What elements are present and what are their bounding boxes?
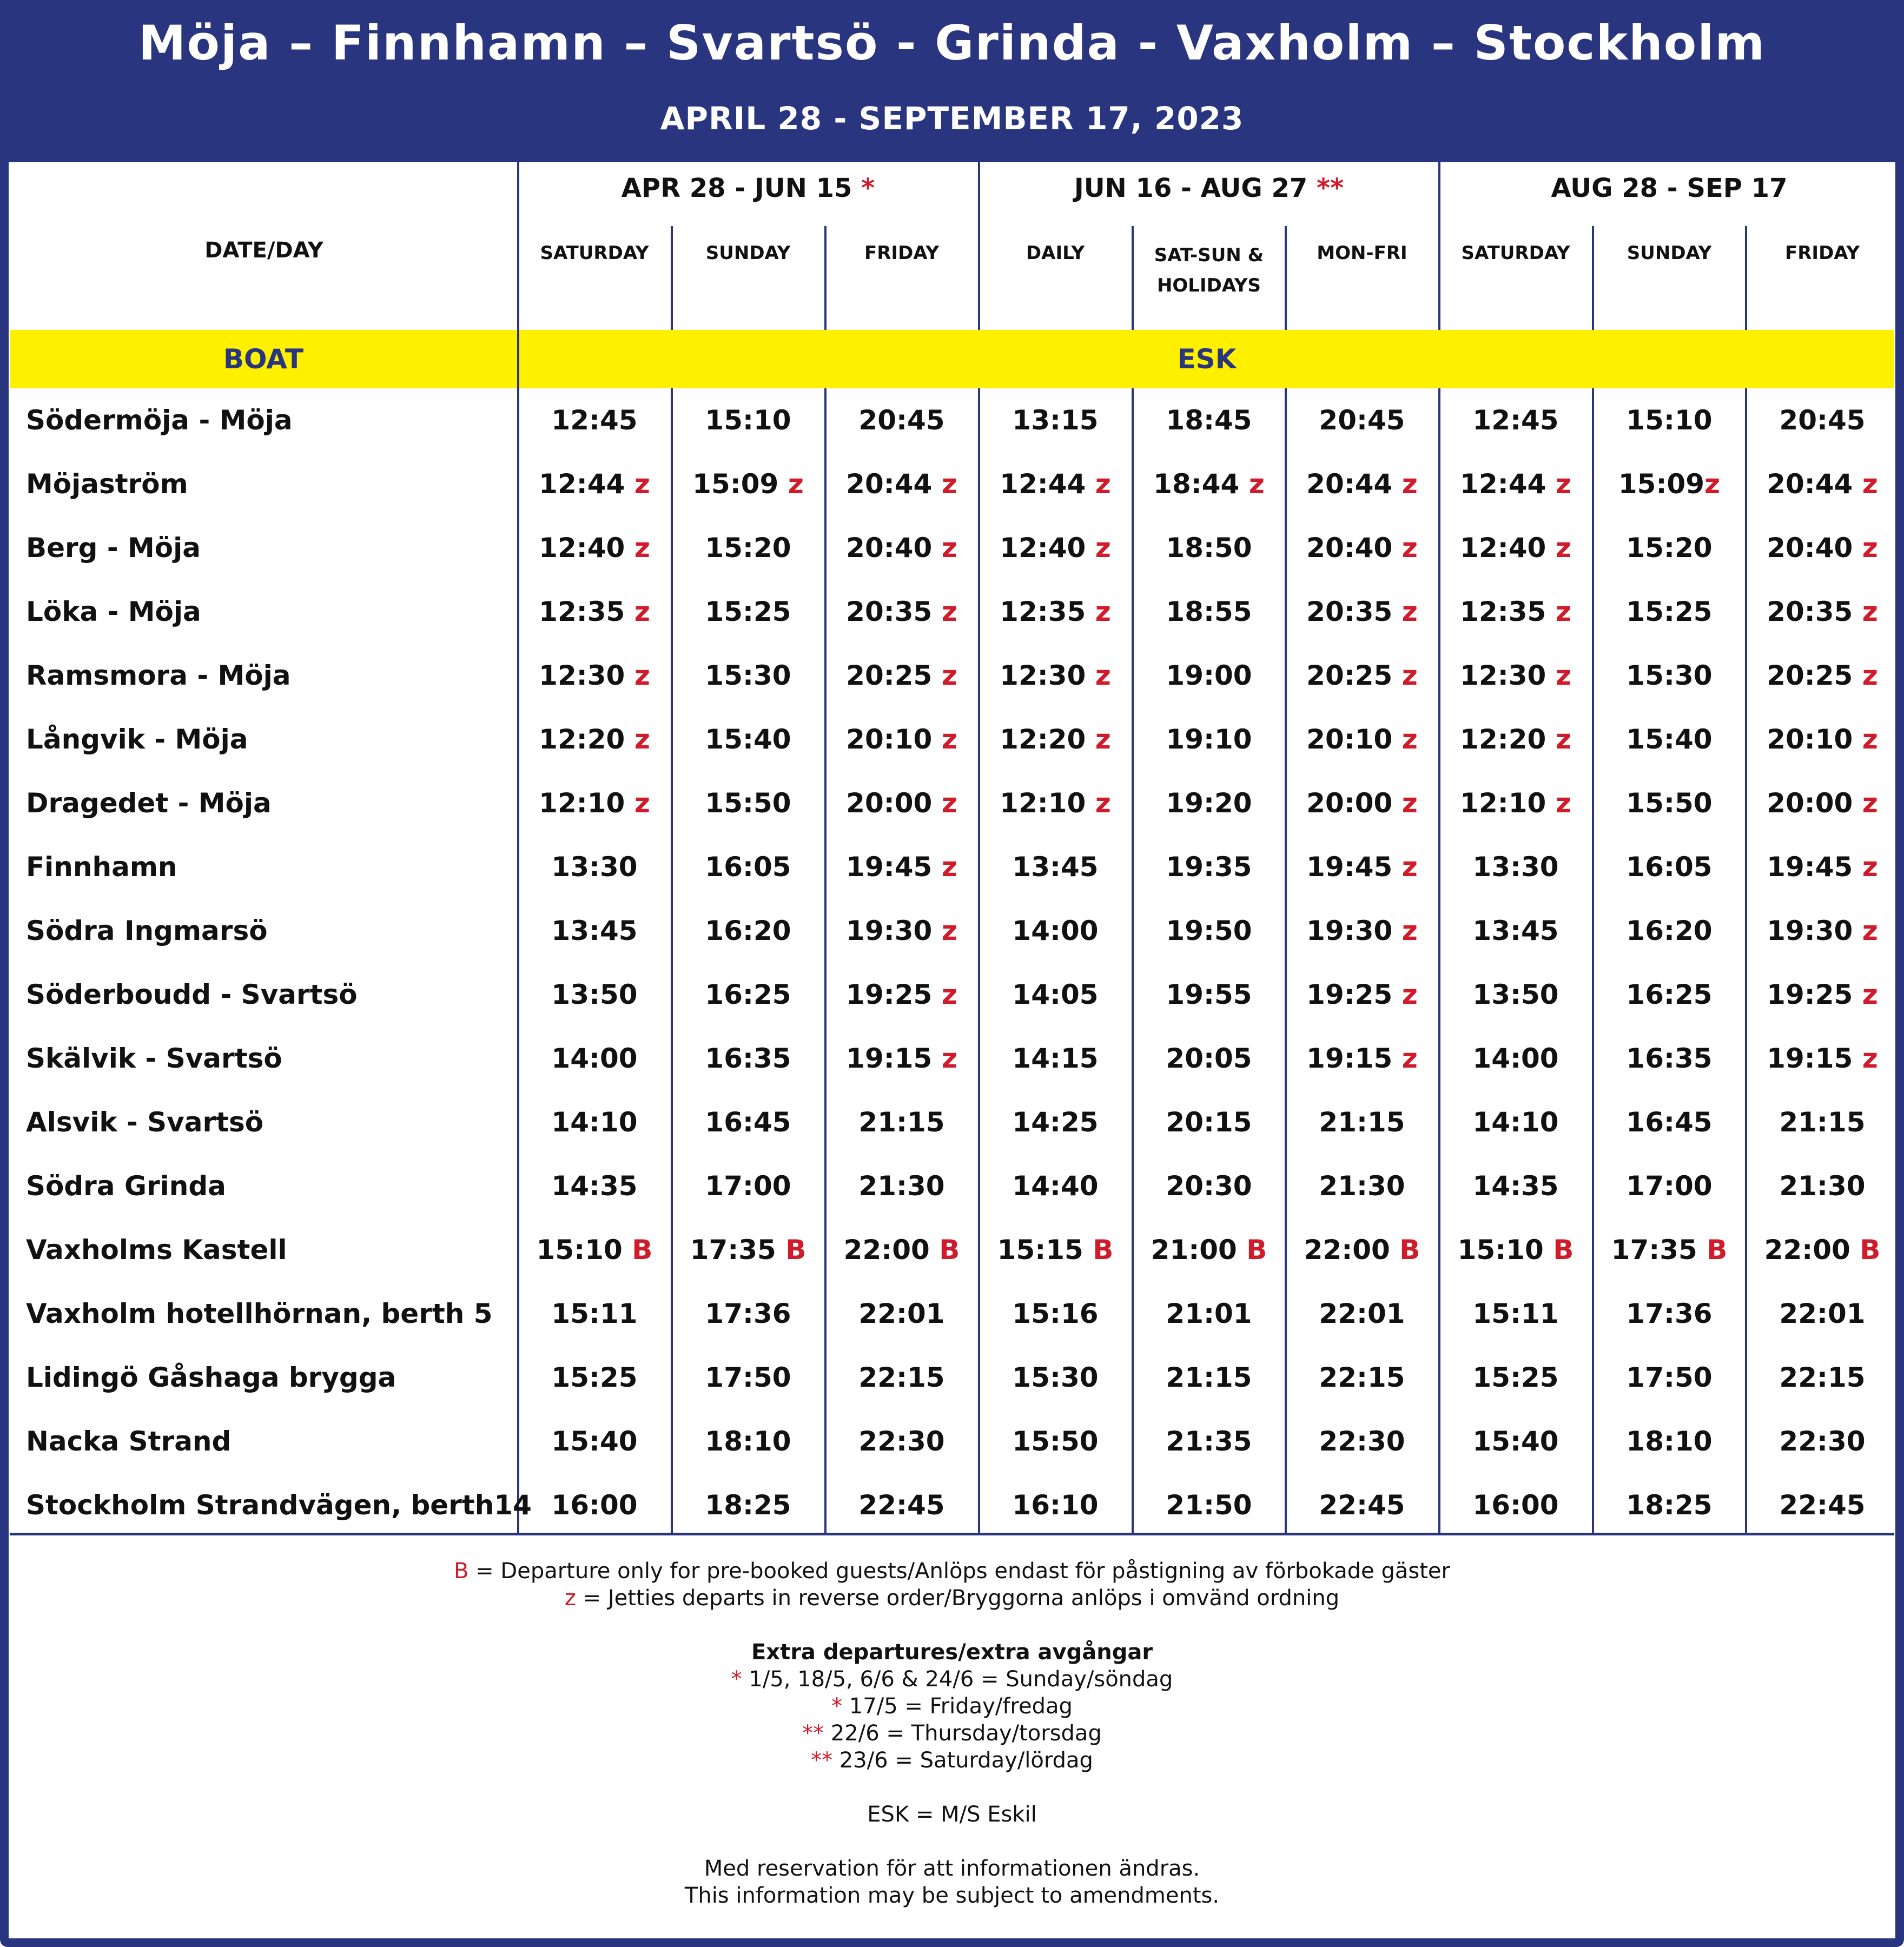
departure-time: 15:10 B	[1457, 1234, 1574, 1266]
departure-time: 18:25	[1626, 1489, 1713, 1521]
departure-time: 12:45	[551, 405, 638, 436]
station-name: Vaxholms Kastell	[26, 1234, 287, 1266]
service-flag: z	[1555, 724, 1571, 755]
service-flag: z	[941, 468, 957, 500]
departure-time: 22:15	[858, 1362, 945, 1393]
table-row	[10, 1218, 1894, 1282]
departure-time: 15:10	[705, 405, 791, 436]
departure-time: 15:11	[1472, 1298, 1559, 1329]
departure-time: 12:30 z	[1460, 660, 1571, 691]
disclaimer-en: This information may be subject to amendments.	[684, 1883, 1220, 1908]
period-header-2: JUN 16 - AUG 27 **	[1074, 173, 1344, 203]
table-row	[10, 963, 1894, 1027]
departure-time: 20:44 z	[846, 468, 957, 500]
departure-time: 21:15	[1319, 1107, 1405, 1138]
departure-time: 17:50	[1626, 1362, 1713, 1393]
departure-time: 20:05	[1166, 1043, 1252, 1074]
legend-b-line: B = Departure only for pre-booked guests/Anlöps endast för påstigning av förbokade gäster	[454, 1559, 1450, 1584]
service-flag: B	[939, 1234, 960, 1266]
departure-time: 19:25 z	[1306, 979, 1418, 1010]
departure-time: 22:00 B	[1764, 1234, 1881, 1266]
departure-time: 12:40 z	[539, 532, 650, 564]
departure-time: 14:15	[1012, 1043, 1099, 1074]
departure-time: 16:20	[705, 915, 791, 946]
departure-time: 18:50	[1166, 532, 1252, 564]
table-row	[10, 1409, 1894, 1473]
departure-time: 12:30 z	[539, 660, 650, 691]
service-flag: z	[634, 532, 650, 564]
service-flag: z	[1862, 532, 1878, 564]
departure-time: 15:40	[551, 1426, 638, 1457]
departure-time: 15:25	[705, 596, 791, 627]
departure-time: 20:00 z	[846, 787, 957, 819]
departure-time: 14:00	[1012, 915, 1099, 946]
departure-time: 15:40	[705, 724, 791, 755]
station-name: Södra Grinda	[26, 1170, 226, 1202]
departure-time: 22:01	[1779, 1298, 1866, 1329]
departure-time: 20:35 z	[1767, 596, 1878, 627]
station-name: Vaxholm hotellhörnan, berth 5	[26, 1298, 493, 1329]
service-flag: z	[788, 468, 804, 500]
departure-time: 12:45	[1472, 405, 1559, 436]
service-flag: z	[634, 787, 650, 819]
departure-time: 16:05	[705, 851, 791, 883]
service-flag: z	[1862, 1043, 1878, 1074]
departure-time: 14:10	[1472, 1107, 1559, 1138]
departure-time: 12:20 z	[539, 724, 650, 755]
service-flag: B	[1707, 1234, 1728, 1266]
service-flag: z	[1248, 468, 1265, 500]
departure-time: 15:10 B	[536, 1234, 653, 1266]
table-row	[10, 771, 1894, 835]
day-header: SATURDAY	[540, 242, 649, 264]
disclaimer-sv: Med reservation för att informationen ändras.	[704, 1856, 1200, 1881]
day-header: SATURDAY	[1461, 242, 1570, 264]
departure-time: 22:00 B	[1304, 1234, 1420, 1266]
departure-time: 19:25 z	[1767, 979, 1878, 1010]
departure-time: 19:35	[1166, 851, 1252, 883]
departure-time: 15:20	[1626, 532, 1713, 564]
service-flag: z	[941, 660, 957, 691]
departure-time: 15:40	[1472, 1426, 1559, 1457]
service-flag: z	[1401, 532, 1418, 564]
departure-time: 22:30	[1779, 1426, 1866, 1457]
departure-time: 15:16	[1012, 1298, 1099, 1329]
departure-time: 15:10	[1626, 405, 1713, 436]
departure-time: 19:45 z	[846, 851, 957, 883]
departure-time: 18:10	[1626, 1426, 1713, 1457]
departure-time: 19:15 z	[1767, 1043, 1878, 1074]
departure-time: 12:30 z	[1000, 660, 1111, 691]
departure-time: 20:44 z	[1306, 468, 1418, 500]
departure-time: 15:50	[1626, 787, 1713, 819]
departure-time: 21:15	[1779, 1107, 1866, 1138]
departure-time: 19:20	[1166, 787, 1252, 819]
departure-time: 12:10 z	[539, 787, 650, 819]
departure-time: 15:20	[705, 532, 791, 564]
departure-time: 19:45 z	[1306, 851, 1418, 883]
departure-time: 20:15	[1166, 1107, 1252, 1138]
day-header: DAILY	[1026, 242, 1085, 264]
table-row	[10, 452, 1894, 516]
service-flag: B	[632, 1234, 653, 1266]
service-flag: z	[1862, 468, 1878, 500]
departure-time: 22:00 B	[843, 1234, 960, 1266]
departure-time: 19:15 z	[846, 1043, 957, 1074]
departure-time: 15:25	[551, 1362, 638, 1393]
service-flag: z	[1555, 596, 1571, 627]
service-flag: z	[1095, 468, 1111, 500]
departure-time: 18:55	[1166, 596, 1252, 627]
departure-time: 17:36	[1626, 1298, 1713, 1329]
service-flag: z	[1095, 787, 1111, 819]
service-flag: z	[1704, 468, 1721, 500]
departure-time: 22:45	[858, 1489, 945, 1521]
departure-time: 13:15	[1012, 405, 1099, 436]
departure-time: 21:30	[1319, 1170, 1405, 1202]
station-name: Södermöja - Möja	[26, 405, 293, 436]
table-row	[10, 1090, 1894, 1154]
departure-time: 22:30	[1319, 1426, 1405, 1457]
day-header: SUNDAY	[1627, 242, 1712, 264]
table-row	[10, 1473, 1894, 1537]
station-name: Nacka Strand	[26, 1426, 232, 1457]
departure-time: 15:25	[1472, 1362, 1559, 1393]
departure-time: 19:55	[1166, 979, 1252, 1010]
service-flag: z	[941, 915, 957, 946]
table-row	[10, 1154, 1894, 1218]
departure-time: 13:45	[551, 915, 638, 946]
departure-time: 19:10	[1166, 724, 1252, 755]
departure-time: 17:35 B	[690, 1234, 806, 1266]
departure-time: 20:10 z	[1306, 724, 1418, 755]
date-day-header: DATE/DAY	[204, 238, 323, 263]
station-name: Löka - Möja	[26, 596, 201, 627]
departure-time: 16:25	[705, 979, 791, 1010]
service-flag: z	[1862, 660, 1878, 691]
esk-note: ESK = M/S Eskil	[867, 1802, 1037, 1827]
departure-time: 22:01	[1319, 1298, 1405, 1329]
departure-time: 12:44 z	[1000, 468, 1111, 500]
departure-time: 20:00 z	[1767, 787, 1878, 819]
extra-departures-title: Extra departures/extra avgångar	[751, 1640, 1153, 1665]
departure-time: 16:35	[705, 1043, 791, 1074]
service-flag: z	[634, 660, 650, 691]
departure-time: 15:40	[1626, 724, 1713, 755]
departure-time: 13:50	[551, 979, 638, 1010]
departure-time: 15:15 B	[997, 1234, 1114, 1266]
extra-line: ** 22/6 = Thursday/torsdag	[802, 1721, 1102, 1746]
departure-time: 22:01	[858, 1298, 945, 1329]
service-flag: z	[941, 979, 957, 1010]
departure-time: 21:15	[1166, 1362, 1252, 1393]
service-flag: z	[1862, 787, 1878, 819]
asterisk-mark: **	[1316, 173, 1344, 203]
station-name: Lidingö Gåshaga brygga	[26, 1362, 396, 1393]
departure-time: 12:40 z	[1460, 532, 1571, 564]
page-title: Möja – Finnhamn – Svartsö - Grinda - Vaxholm – Stockholm	[138, 15, 1766, 71]
service-flag: z	[1401, 660, 1418, 691]
departure-time: 22:30	[858, 1426, 945, 1457]
table-row	[10, 835, 1894, 899]
departure-time: 20:40 z	[1306, 532, 1418, 564]
departure-time: 13:30	[1472, 851, 1559, 883]
departure-time: 16:10	[1012, 1489, 1099, 1521]
departure-time: 21:50	[1166, 1489, 1252, 1521]
departure-time: 19:45 z	[1767, 851, 1878, 883]
service-flag: z	[1555, 660, 1571, 691]
service-flag: z	[634, 468, 650, 500]
departure-time: 21:30	[858, 1170, 945, 1202]
departure-time: 12:10 z	[1000, 787, 1111, 819]
departure-time: 14:00	[1472, 1043, 1559, 1074]
departure-time: 20:35 z	[1306, 596, 1418, 627]
service-flag: B	[1553, 1234, 1574, 1266]
departure-time: 18:10	[705, 1426, 791, 1457]
departure-time: 17:00	[705, 1170, 791, 1202]
service-flag: B	[1399, 1234, 1420, 1266]
table-row	[10, 1346, 1894, 1409]
service-flag: z	[1401, 724, 1418, 755]
day-header: FRIDAY	[1785, 242, 1860, 264]
departure-time: 12:40 z	[1000, 532, 1111, 564]
service-flag: z	[1862, 851, 1878, 883]
table-row	[10, 516, 1894, 580]
departure-time: 19:25 z	[846, 979, 957, 1010]
departure-time: 16:00	[551, 1489, 638, 1521]
departure-time: 16:20	[1626, 915, 1713, 946]
service-flag: z	[1401, 1043, 1418, 1074]
day-header: SUNDAY	[705, 242, 791, 264]
service-flag: z	[1401, 915, 1418, 946]
departure-time: 12:35 z	[1460, 596, 1571, 627]
departure-time: 15:09 z	[692, 468, 804, 500]
departure-time: 20:40 z	[1767, 532, 1878, 564]
departure-time: 19:30 z	[1767, 915, 1878, 946]
service-flag: z	[1095, 660, 1111, 691]
station-name: Ramsmora - Möja	[26, 660, 291, 691]
departure-time: 20:25 z	[1767, 660, 1878, 691]
station-name: Finnhamn	[26, 851, 177, 883]
departure-time: 16:00	[1472, 1489, 1559, 1521]
departure-time: 21:30	[1779, 1170, 1866, 1202]
station-name: Södra Ingmarsö	[26, 915, 268, 946]
extra-line: ** 23/6 = Saturday/lördag	[811, 1748, 1093, 1773]
departure-time: 16:25	[1626, 979, 1713, 1010]
table-row	[10, 388, 1894, 452]
departure-time: 13:50	[1472, 979, 1559, 1010]
service-flag: z	[1555, 532, 1571, 564]
table-row	[10, 899, 1894, 963]
station-name: Dragedet - Möja	[26, 787, 272, 819]
departure-time: 14:05	[1012, 979, 1099, 1010]
departure-time: 20:00 z	[1306, 787, 1418, 819]
station-name: Möjaström	[26, 468, 188, 500]
service-flag: z	[1401, 979, 1418, 1010]
legend-z-line: z = Jetties departs in reverse order/Bryggorna anlöps i omvänd ordning	[564, 1586, 1340, 1611]
departure-time: 16:45	[1626, 1107, 1713, 1138]
departure-time: 15:50	[705, 787, 791, 819]
departure-time: 17:36	[705, 1298, 791, 1329]
departure-time: 15:30	[1012, 1362, 1099, 1393]
departure-time: 14:35	[1472, 1170, 1559, 1202]
table-row	[10, 1027, 1894, 1090]
service-flag: B	[785, 1234, 806, 1266]
header-banner	[0, 0, 1904, 162]
service-flag: z	[941, 787, 957, 819]
departure-time: 20:44 z	[1767, 468, 1878, 500]
service-flag: z	[1862, 596, 1878, 627]
departure-time: 17:50	[705, 1362, 791, 1393]
departure-time: 22:45	[1319, 1489, 1405, 1521]
service-flag: z	[1095, 532, 1111, 564]
table-row	[10, 707, 1894, 771]
departure-time: 18:45	[1166, 405, 1252, 436]
day-header: SAT-SUN & HOLIDAYS	[1154, 244, 1264, 296]
service-flag: z	[941, 851, 957, 883]
service-flag: B	[1093, 1234, 1114, 1266]
table-row	[10, 580, 1894, 644]
departure-time: 20:10 z	[1767, 724, 1878, 755]
departure-time: 15:25	[1626, 596, 1713, 627]
service-flag: z	[1862, 724, 1878, 755]
departure-time: 16:45	[705, 1107, 791, 1138]
departure-time: 21:15	[858, 1107, 945, 1138]
departure-time: 19:30 z	[846, 915, 957, 946]
departure-time: 20:40 z	[846, 532, 957, 564]
departure-time: 17:00	[1626, 1170, 1713, 1202]
departure-time: 14:35	[551, 1170, 638, 1202]
service-flag: z	[941, 596, 957, 627]
departure-time: 22:15	[1779, 1362, 1866, 1393]
service-flag: z	[634, 596, 650, 627]
station-name: Berg - Möja	[26, 532, 201, 564]
departure-time: 19:00	[1166, 660, 1252, 691]
departure-time: 20:35 z	[846, 596, 957, 627]
service-flag: z	[634, 724, 650, 755]
station-name: Långvik - Möja	[26, 724, 248, 755]
station-name: Alsvik - Svartsö	[26, 1107, 264, 1138]
legend	[10, 1558, 1894, 1909]
station-name: Skälvik - Svartsö	[26, 1043, 282, 1074]
service-flag: z	[1555, 468, 1571, 500]
departure-time: 21:35	[1166, 1426, 1252, 1457]
service-flag: z	[1401, 851, 1418, 883]
station-name: Söderboudd - Svartsö	[26, 979, 358, 1010]
departure-time: 14:00	[551, 1043, 638, 1074]
departure-time: 12:10 z	[1460, 787, 1571, 819]
service-flag: z	[1862, 915, 1878, 946]
departure-time: 22:45	[1779, 1489, 1866, 1521]
service-flag: z	[1095, 596, 1111, 627]
departure-time: 12:35 z	[539, 596, 650, 627]
boat-label: BOAT	[223, 343, 304, 375]
table-row	[10, 644, 1894, 707]
departure-time: 20:30	[1166, 1170, 1252, 1202]
departure-time: 19:50	[1166, 915, 1252, 946]
extra-line: * 17/5 = Friday/fredag	[831, 1694, 1073, 1719]
departure-time: 12:44 z	[1460, 468, 1571, 500]
departure-time: 19:15 z	[1306, 1043, 1418, 1074]
departure-time: 12:44 z	[539, 468, 650, 500]
departure-time: 20:25 z	[846, 660, 957, 691]
asterisk-mark: *	[861, 173, 875, 203]
departure-time: 21:00 B	[1151, 1234, 1267, 1266]
departure-time: 15:30	[1626, 660, 1713, 691]
departure-time: 20:25 z	[1306, 660, 1418, 691]
station-name: Stockholm Strandvägen, berth14	[26, 1489, 532, 1521]
service-flag: z	[1401, 787, 1418, 819]
service-flag: B	[1246, 1234, 1267, 1266]
departure-time: 21:01	[1166, 1298, 1252, 1329]
service-flag: z	[941, 532, 957, 564]
departure-time: 13:30	[551, 851, 638, 883]
departure-time: 12:20 z	[1000, 724, 1111, 755]
extra-line: * 1/5, 18/5, 6/6 & 24/6 = Sunday/söndag	[731, 1667, 1173, 1692]
table-row	[10, 1282, 1894, 1346]
period-header-3: AUG 28 - SEP 17	[1551, 173, 1788, 203]
departure-time: 15:11	[551, 1298, 638, 1329]
departure-time: 14:40	[1012, 1170, 1099, 1202]
departure-time: 17:35 B	[1611, 1234, 1728, 1266]
service-flag: z	[1095, 724, 1111, 755]
service-flag: B	[1860, 1234, 1881, 1266]
departure-time: 13:45	[1012, 851, 1099, 883]
departure-time: 13:45	[1472, 915, 1559, 946]
departure-time: 15:50	[1012, 1426, 1099, 1457]
service-flag: z	[1401, 596, 1418, 627]
service-flag: z	[1862, 979, 1878, 1010]
boat-value: ESK	[1177, 343, 1237, 375]
day-header: FRIDAY	[864, 242, 939, 264]
departure-time: 12:20 z	[1460, 724, 1571, 755]
departure-time: 18:44 z	[1153, 468, 1265, 500]
departure-time: 19:30 z	[1306, 915, 1418, 946]
departure-time: 18:25	[705, 1489, 791, 1521]
departure-time: 20:45	[858, 405, 945, 436]
departure-time: 14:25	[1012, 1107, 1099, 1138]
departure-time: 16:05	[1626, 851, 1713, 883]
departure-time: 20:10 z	[846, 724, 957, 755]
page-subtitle: APRIL 28 - SEPTEMBER 17, 2023	[660, 100, 1244, 137]
departure-time: 15:09z	[1618, 468, 1721, 500]
day-header: MON-FRI	[1317, 242, 1407, 264]
departure-time: 15:30	[705, 660, 791, 691]
departure-time: 16:35	[1626, 1043, 1713, 1074]
departure-time: 12:35 z	[1000, 596, 1111, 627]
service-flag: z	[941, 1043, 957, 1074]
service-flag: z	[1401, 468, 1418, 500]
departure-time: 14:10	[551, 1107, 638, 1138]
departure-time: 22:15	[1319, 1362, 1405, 1393]
departure-time: 20:45	[1319, 405, 1405, 436]
service-flag: z	[1555, 787, 1571, 819]
service-flag: z	[941, 724, 957, 755]
period-header-1: APR 28 - JUN 15 *	[621, 173, 875, 203]
departure-time: 20:45	[1779, 405, 1866, 436]
